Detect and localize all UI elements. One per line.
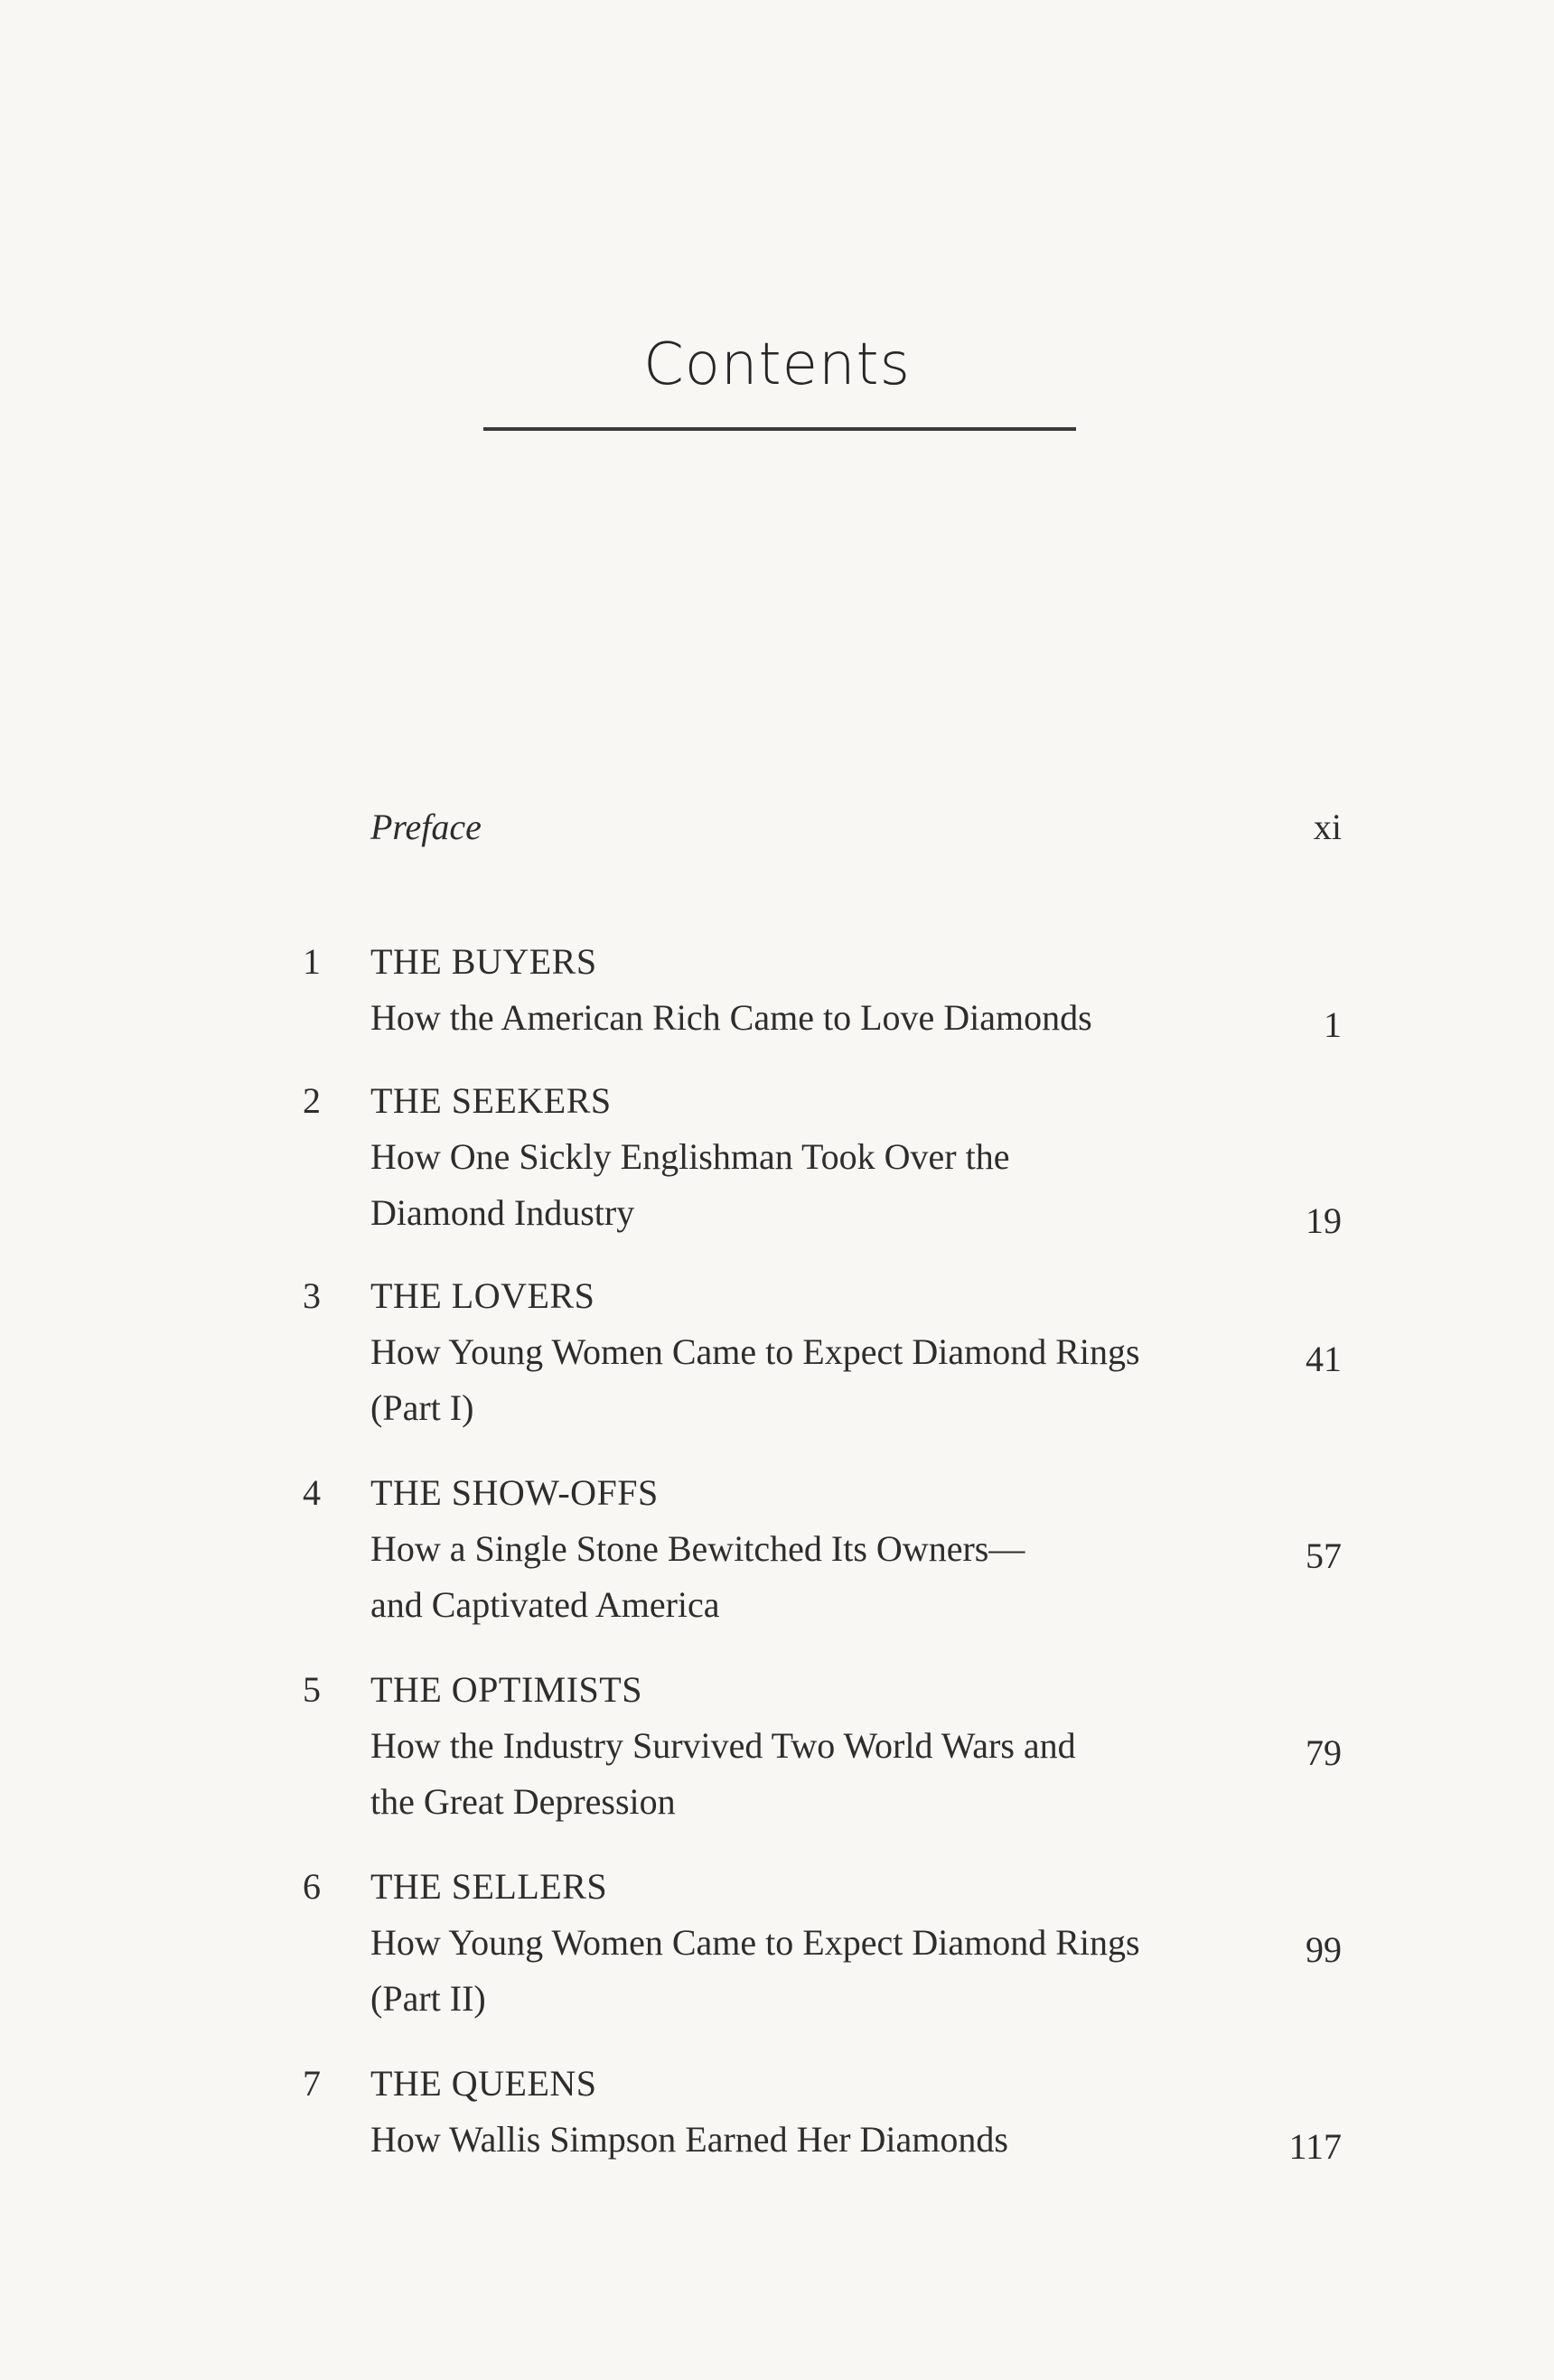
chapter-number: 3 xyxy=(303,1275,321,1316)
chapter-number: 7 xyxy=(303,2063,321,2104)
chapter-heading: THE QUEENS xyxy=(370,2063,597,2104)
chapter-number: 5 xyxy=(303,1669,321,1710)
chapter-page-number: 99 xyxy=(1306,1929,1342,1970)
chapter-subtitle: How a Single Stone Bewitched Its Owners— and Captivated America xyxy=(370,1528,1025,1625)
chapter-number: 4 xyxy=(303,1472,321,1513)
chapter-heading: THE SEEKERS xyxy=(370,1080,612,1121)
chapter-page-number: 41 xyxy=(1306,1339,1342,1379)
page-title: Contents xyxy=(643,331,911,398)
preface-label: Preface xyxy=(370,807,482,847)
chapter-heading: THE LOVERS xyxy=(370,1275,595,1316)
chapter-subtitle: How One Sickly Englishman Took Over the Diamond Industry xyxy=(370,1136,1010,1233)
chapter-subtitle: How the Industry Survived Two World Wars and the Great Depression xyxy=(370,1725,1076,1822)
chapter-heading: THE BUYERS xyxy=(370,941,597,982)
chapter-heading: THE SHOW-OFFS xyxy=(370,1472,659,1513)
title-divider xyxy=(483,427,1076,431)
chapter-subtitle: How Young Women Came to Expect Diamond Rings (Part II) xyxy=(370,1922,1140,2019)
chapter-number: 1 xyxy=(303,941,321,982)
chapter-page-number: 57 xyxy=(1306,1535,1342,1576)
chapter-heading: THE OPTIMISTS xyxy=(370,1669,642,1710)
chapter-subtitle: How Young Women Came to Expect Diamond Rings (Part I) xyxy=(370,1331,1140,1428)
chapter-number: 6 xyxy=(303,1866,321,1907)
chapter-subtitle: How the American Rich Came to Love Diamonds xyxy=(370,997,1092,1038)
chapter-page-number: 19 xyxy=(1306,1200,1342,1241)
chapter-page-number: 79 xyxy=(1306,1732,1342,1773)
chapter-page-number: 1 xyxy=(1324,1004,1342,1045)
chapter-heading: THE SELLERS xyxy=(370,1866,608,1907)
chapter-number: 2 xyxy=(303,1080,321,1121)
chapter-page-number: 117 xyxy=(1288,2126,1342,2167)
preface-page-number: xi xyxy=(1313,807,1342,847)
chapter-subtitle: How Wallis Simpson Earned Her Diamonds xyxy=(370,2119,1008,2160)
